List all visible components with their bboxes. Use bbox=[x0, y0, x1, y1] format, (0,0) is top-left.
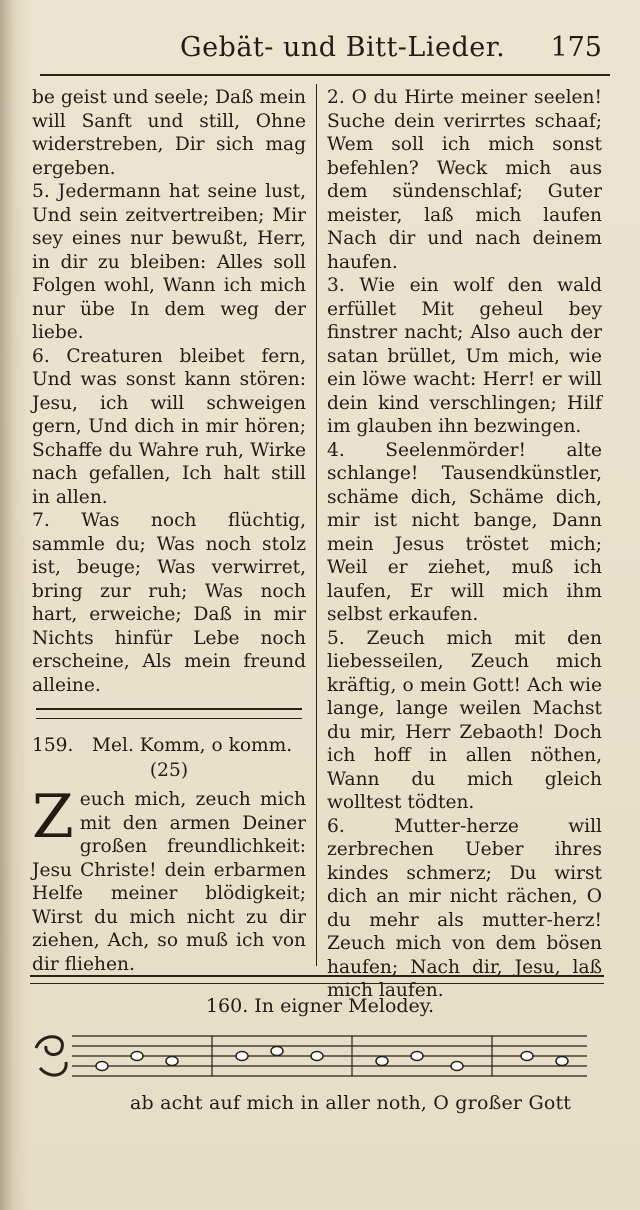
note bbox=[556, 1057, 568, 1066]
stanza-6: 6. Mutter-herze will zerbrechen Ueber ihres kindes schmerz; Du wirst dich an mir nicht rächen, O du mehr als mutter-herz! Zeuch mich von dem bösen haufen; Nach dir, Jesu, laß mich laufen. bbox=[327, 815, 602, 1001]
stanza-4-end: be geist und seele; Daß mein will Sanft und still, Ohne widerstreben, Dir sich mag ergeben. bbox=[32, 87, 306, 179]
stanza-3: 3. Wie ein wolf den wald erfüllet Mit geheul bey finstrer nacht; Also auch der satan brüllet, Um mich, wie ein löwe wacht: Herr! er will dein kind verschlingen; Hilf im glauben ihn bezwingen. bbox=[327, 275, 602, 437]
stanza-2: 2. O du Hirte meiner seelen! Suche dein verirrtes schaaf; Wem soll ich mich sonst befehlen? Weck mich aus dem sündenschlaf; Guter meister, laß mich laufen Nach dir und nach deinem haufen. bbox=[327, 87, 602, 273]
note bbox=[166, 1057, 178, 1066]
note bbox=[311, 1052, 323, 1061]
note bbox=[411, 1052, 423, 1061]
melody-reference: (25) bbox=[149, 760, 189, 781]
note bbox=[271, 1047, 283, 1056]
note bbox=[376, 1057, 388, 1066]
stanza-5: 5. Jedermann hat seine lust, Und sein zeitvertreiben; Mir sey eines nur bewußt, Herr, in dir zu bleiben: Alles soll Folgen wohl, Wann ich mich nur übe In dem weg der liebe. bbox=[32, 181, 306, 343]
music-lyrics: ab acht auf mich in aller noth, O großer Gott bbox=[130, 1092, 572, 1114]
page-header bbox=[40, 22, 610, 72]
running-title: Gebät- und Bitt-Lieder. bbox=[180, 32, 506, 63]
melody-indication: Mel. Komm, o komm. bbox=[92, 735, 293, 756]
drop-cap: Z bbox=[32, 782, 74, 852]
header-rule bbox=[40, 74, 610, 76]
note bbox=[236, 1052, 248, 1061]
bottom-divider bbox=[30, 975, 604, 984]
left-column bbox=[32, 86, 306, 697]
hymn-159-text: euch mich, zeuch mich mit den armen Deiner großen freundlichkeit: Jesu Christe! dein erbarmen Helfe meiner blödigkeit; Wirst du mich nicht zu dir ziehen, Ach, so muß ich von dir fliehen. bbox=[32, 789, 306, 975]
stanza-7: 7. Was noch flüchtig, sammle du; Was noch stolz ist, beuge; Was verwirret, bring zur ruh; Was noch hart, erweiche; Daß in mir Nichts hinfür Lebe noch erscheine, Als mein freund alleine. bbox=[32, 510, 306, 696]
stanza-5: 5. Zeuch mich mit den liebesseilen, Zeuch mich kräftig, o mein Gott! Ach wie lange, lange weilen Machst du mir, Herr Zebaoth! Doch ich hoff in allen nöthen, Wann du mich gleich wolltest tödten. bbox=[327, 627, 602, 813]
hymn-number: 159. bbox=[32, 735, 74, 756]
right-column bbox=[327, 86, 602, 1003]
clef-icon bbox=[36, 1037, 66, 1075]
note bbox=[451, 1062, 463, 1071]
stanza-4: 4. Seelenmörder! alte schlange! Tausendkünstler, schäme dich, Schäme dich, mir ist nicht bange, Dann mein Jesus tröstet mich; Weil er ziehet, muß ich laufen, Er will mich ihm selbst erkaufen. bbox=[327, 439, 602, 625]
hymn-160-heading: 160. In eigner Melodey. bbox=[205, 995, 435, 1017]
hymn-159-stanza-1 bbox=[32, 782, 306, 976]
music-staff bbox=[32, 1026, 592, 1086]
page-number: 175 bbox=[550, 32, 602, 63]
section-divider bbox=[36, 708, 302, 719]
note bbox=[96, 1062, 108, 1071]
note bbox=[131, 1052, 143, 1061]
stanza-6: 6. Creaturen bleibet fern, Und was sonst kann stören: Jesu, ich will schweigen gern, Und dich in mir hören; Schaffe du Wahre ruh, Wirke nach gefallen, Ich halt still in allen. bbox=[32, 345, 306, 508]
note bbox=[521, 1052, 533, 1061]
column-divider bbox=[316, 84, 317, 966]
